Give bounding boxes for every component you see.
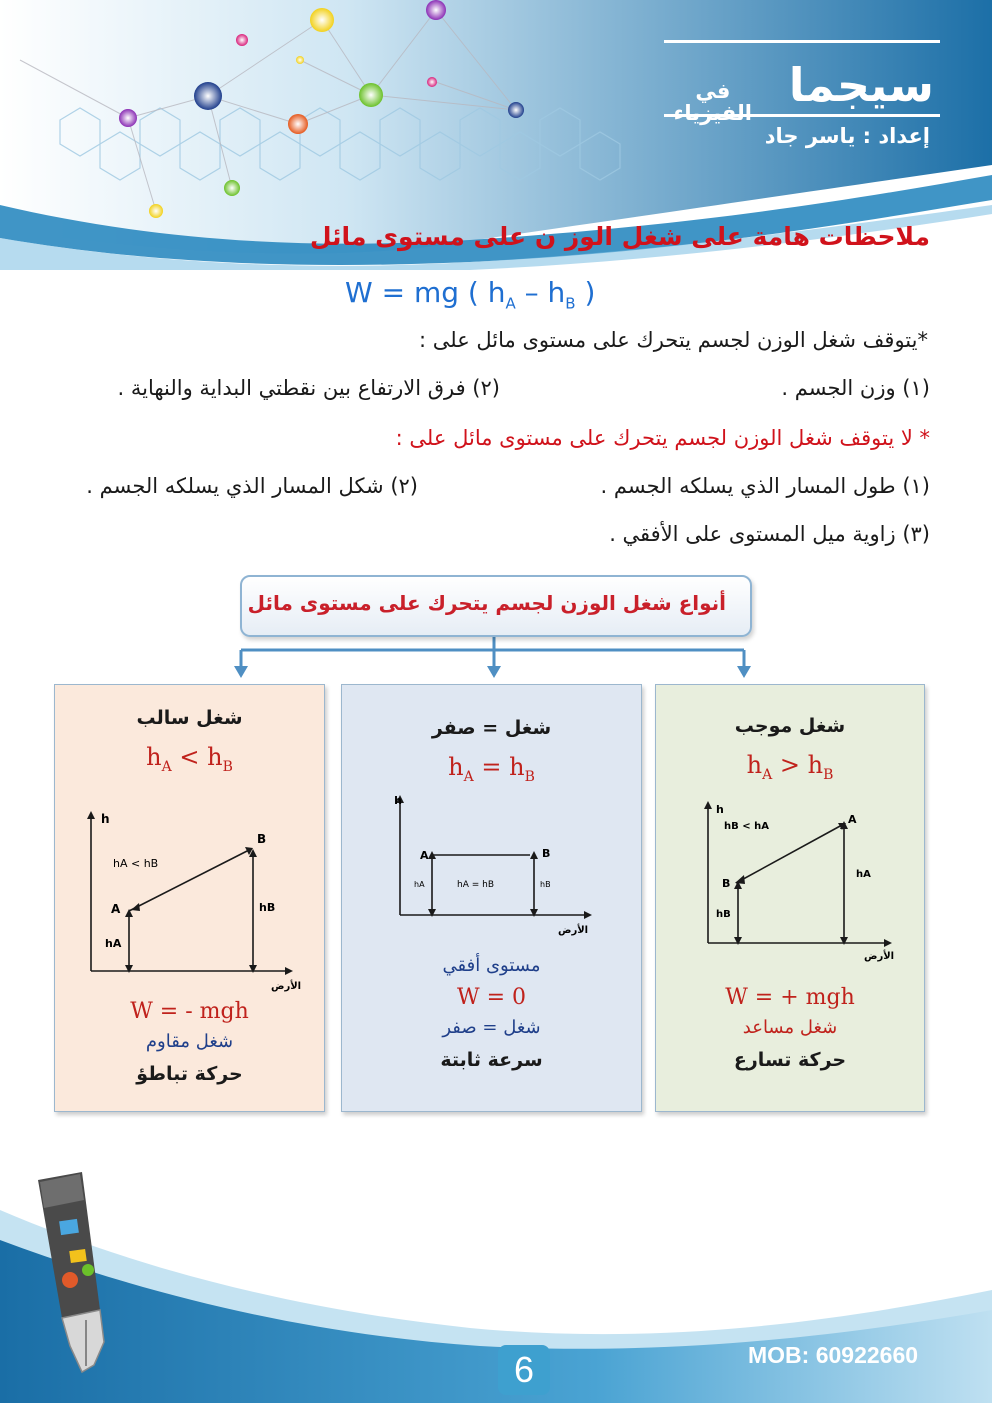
- relation-label: hB < hA: [724, 821, 769, 832]
- height-condition: [342, 753, 641, 785]
- ground-label: الأرض: [558, 925, 589, 936]
- ground-label: الأرض: [271, 981, 302, 992]
- cond-sub-a: A: [762, 766, 773, 783]
- depends-item-2: (٢) فرق الارتفاع بين نقطتي البداية والنهاية .: [117, 376, 500, 400]
- depends-heading: *يتوقف شغل الوزن لجسم يتحرك على مستوى مائل على :: [418, 328, 928, 352]
- card-negative-work: [54, 684, 325, 1112]
- point-a-label: A: [420, 849, 429, 862]
- cond-sub-b: B: [524, 768, 535, 785]
- formula-lhs: W = mg ( h: [345, 276, 506, 309]
- work-types-box: [240, 575, 752, 637]
- depends-item-1: (١) وزن الجسم .: [781, 376, 930, 400]
- formula-end: ): [575, 276, 596, 309]
- point-b-label: B: [257, 832, 267, 846]
- work-kind: شغل = صفر: [442, 1017, 541, 1038]
- axis-h-label: h: [716, 803, 724, 816]
- not-depends-item-1: (١) طول المسار الذي يسلكه الجسم .: [600, 474, 930, 498]
- ha-label: hA: [856, 869, 871, 880]
- height-condition: [656, 751, 924, 783]
- card-title: شغل = صفر: [431, 717, 552, 739]
- graph-negative: [55, 805, 326, 995]
- brand-sub-bottom: الفيزياء: [673, 101, 752, 125]
- cond-h: h: [448, 753, 464, 781]
- ha-label: hA: [105, 937, 122, 950]
- author-credit: إعداد : ياسر جاد: [764, 124, 930, 148]
- work-value: W = - mgh: [130, 999, 249, 1024]
- cond-op: < h: [171, 743, 223, 771]
- ha-label: hA: [414, 880, 425, 889]
- motion-type: حركة تباطؤ: [136, 1063, 243, 1085]
- mobile-number: MOB: 60922660: [748, 1342, 919, 1368]
- point-b-label: B: [542, 847, 551, 860]
- cond-op: = h: [473, 753, 525, 781]
- page-number: 6: [513, 1349, 535, 1390]
- cond-sub-a: A: [161, 758, 172, 775]
- hb-label: hB: [540, 880, 551, 889]
- plane-label: مستوى أفقي: [442, 955, 541, 976]
- card-title: شغل سالب: [136, 707, 243, 729]
- cond-sub-b: B: [222, 758, 233, 775]
- card-title: شغل موجب: [734, 715, 846, 737]
- work-value: W = 0: [456, 985, 527, 1010]
- not-depends-item-2: (٢) شكل المسار الذي يسلكه الجسم .: [86, 474, 418, 498]
- work-value: W = + mgh: [725, 985, 855, 1010]
- hb-label: hB: [259, 901, 276, 914]
- brand-sub-top: في: [695, 79, 731, 103]
- relation-label: hA = hB: [457, 880, 495, 890]
- work-kind: شغل مساعد: [742, 1017, 838, 1038]
- not-depends-heading: * لا يتوقف شغل الوزن لجسم يتحرك على مستوى مائل على :: [395, 426, 930, 450]
- axis-h-label: h: [394, 794, 402, 807]
- graph-zero: [342, 789, 643, 949]
- work-kind: شغل مقاوم: [145, 1031, 234, 1052]
- not-depends-item-3: (٣) زاوية ميل المستوى على الأفقي .: [609, 522, 930, 546]
- point-b-label: B: [722, 877, 731, 890]
- hb-label: hB: [716, 909, 731, 920]
- point-a-label: A: [111, 902, 121, 916]
- cond-op: > h: [772, 751, 824, 779]
- graph-positive: [656, 795, 926, 965]
- ground-label: الأرض: [864, 951, 895, 962]
- cond-sub-b: B: [823, 766, 834, 783]
- cond-h: h: [746, 751, 763, 779]
- relation-label: hA < hB: [113, 857, 159, 870]
- brand-title: سيجما: [788, 58, 934, 112]
- motion-type: حركة تسارع: [733, 1049, 847, 1071]
- section-heading: ملاحظات هامة على شغل الوز ن على مستوى مائل: [309, 222, 930, 251]
- page-number-badge: [498, 1345, 550, 1395]
- formula-mid: – h: [515, 276, 566, 309]
- point-a-label: A: [848, 813, 857, 826]
- cond-h: h: [146, 743, 162, 771]
- height-condition: [55, 743, 324, 775]
- card-zero-work: [341, 684, 642, 1112]
- work-types-label: أنواع شغل الوزن لجسم يتحرك على مستوى مائل: [247, 591, 726, 615]
- axis-h-label: h: [101, 812, 110, 826]
- cond-sub-a: A: [463, 768, 474, 785]
- formula-sub-b: B: [565, 294, 576, 313]
- card-positive-work: [655, 684, 925, 1112]
- motion-type: سرعة ثابتة: [440, 1049, 543, 1071]
- formula-sub-a: A: [505, 294, 516, 313]
